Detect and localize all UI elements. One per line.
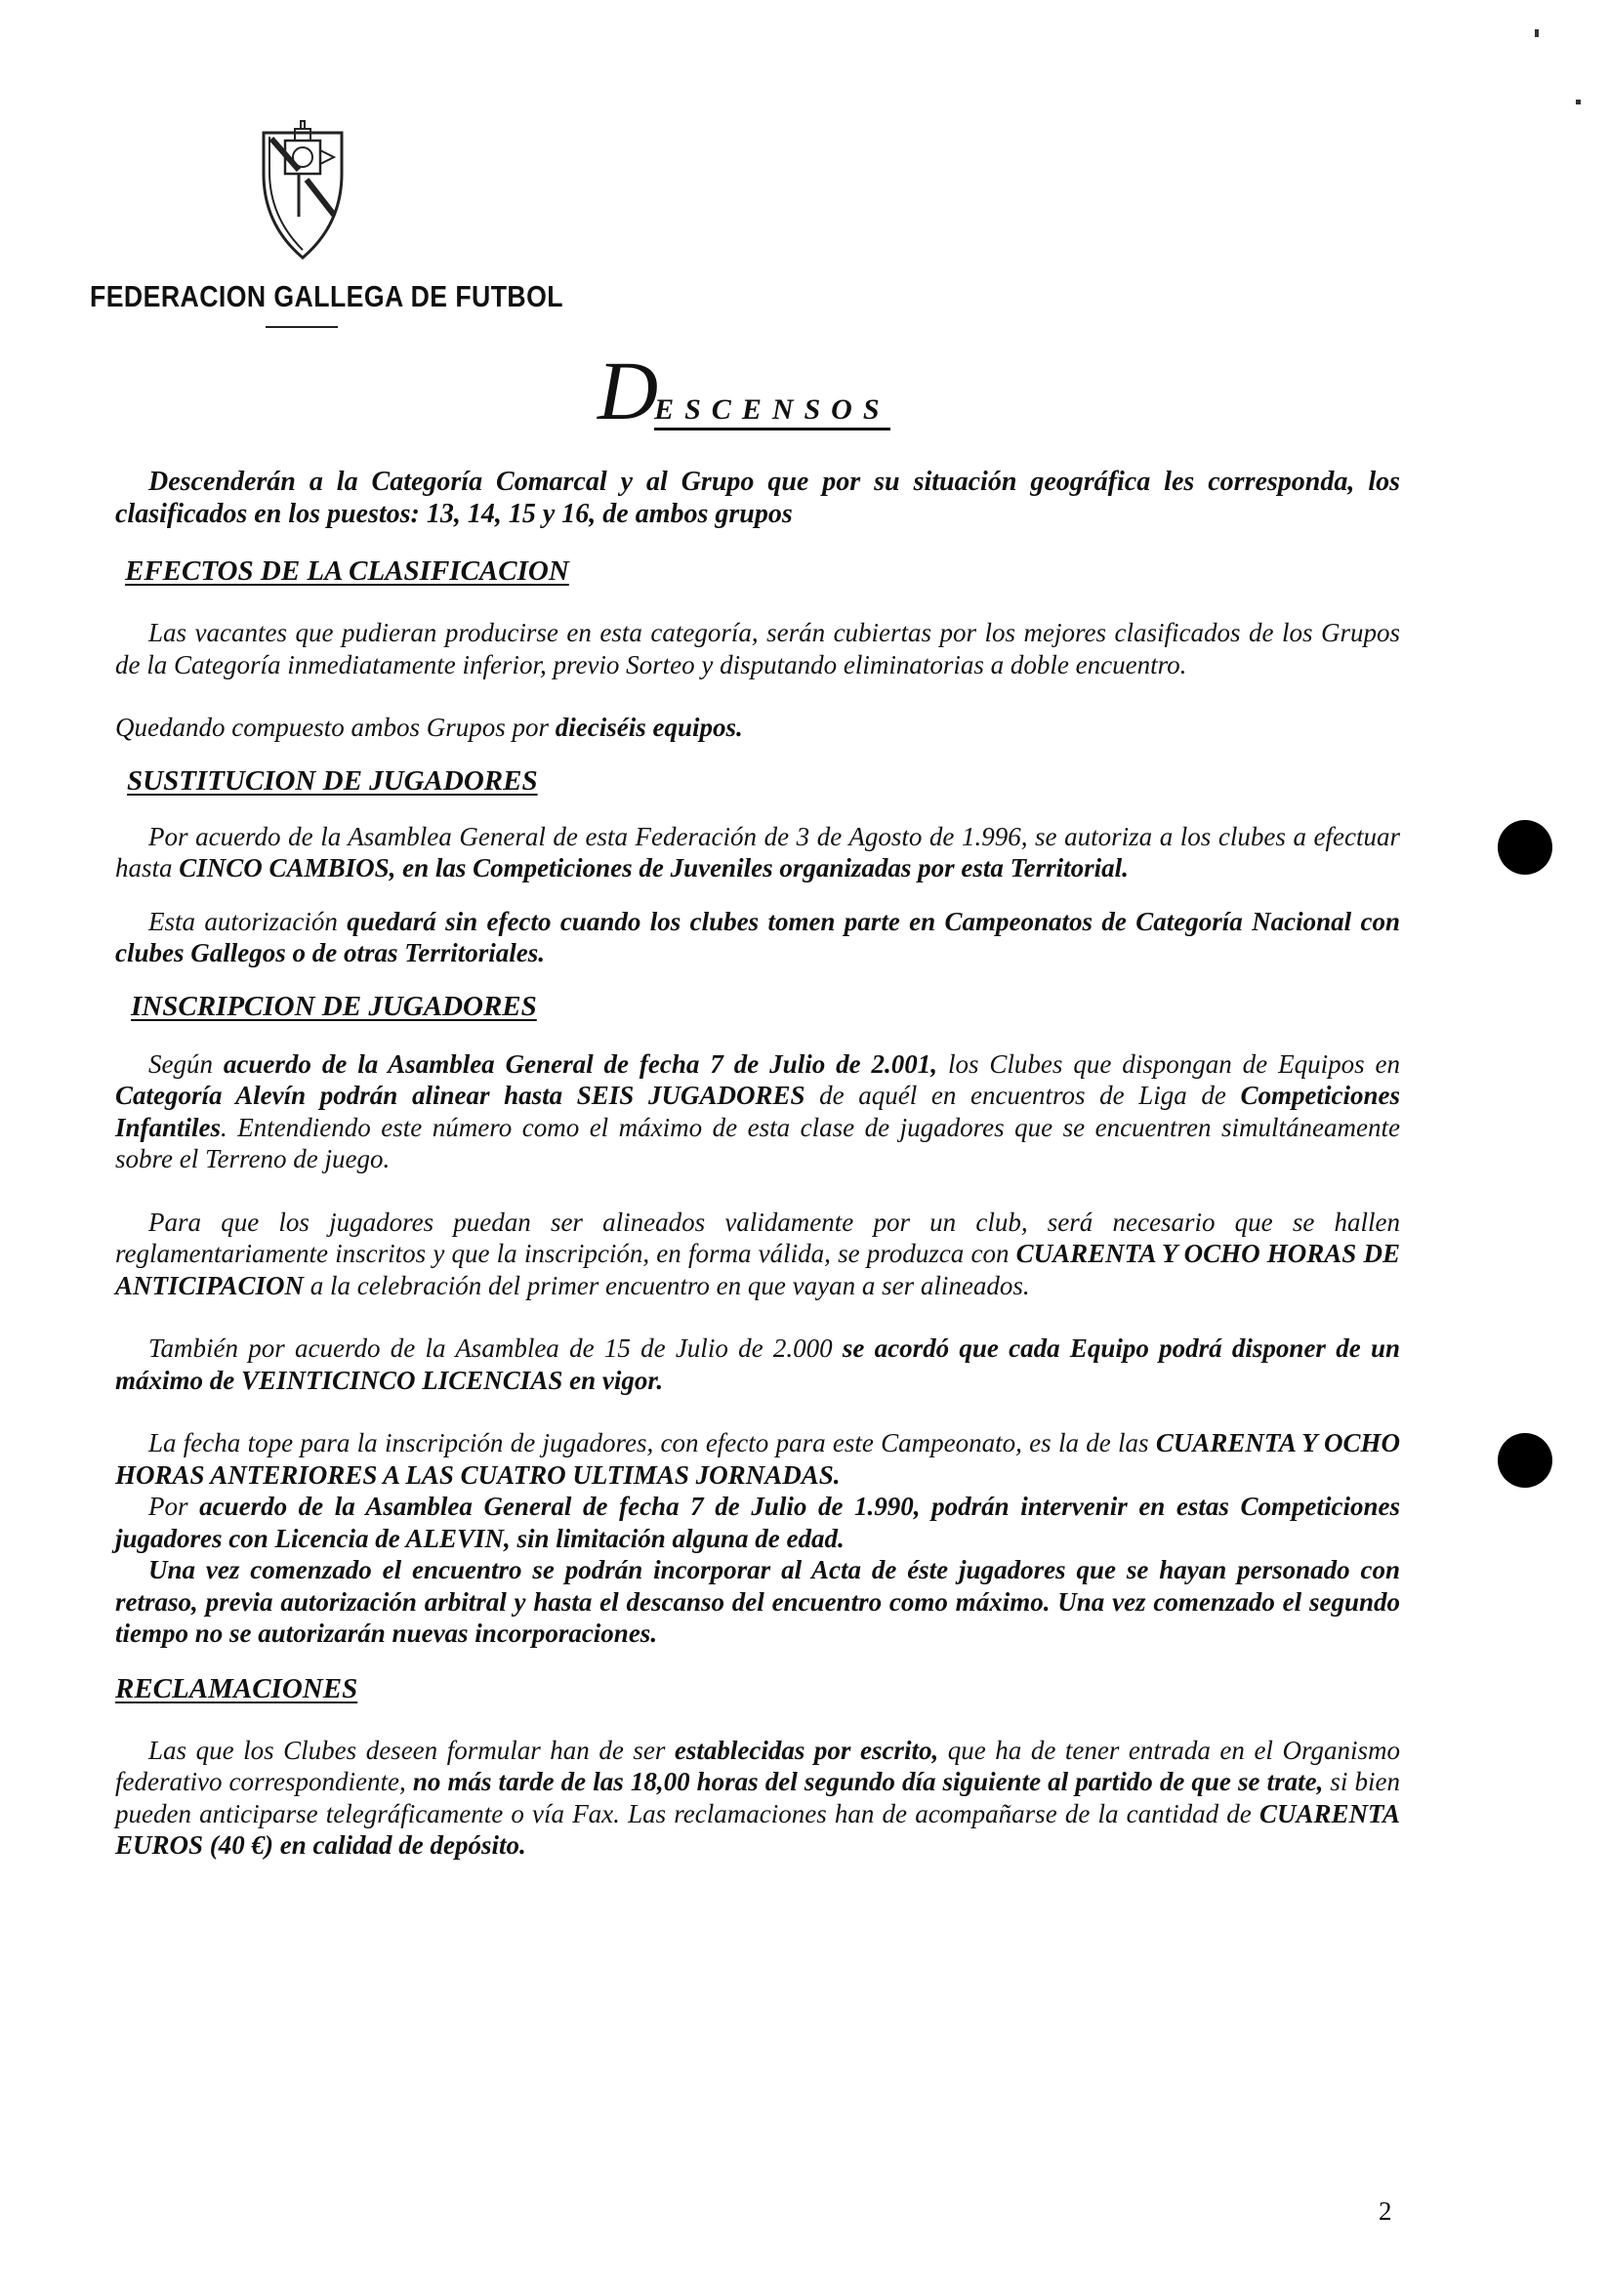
punch-hole-bottom [1498,1433,1552,1488]
inscripcion-paragraph-3: También por acuerdo de la Asamblea de 15 de Julio de 2.000 se acordó que cada Equipo podrá disponer de un máximo de VEINTICINCO LICENCIAS en vigor. [115,1333,1400,1395]
inscripcion-paragraph-5: Por acuerdo de la Asamblea General de fecha 7 de Julio de 1.990, podrán intervenir en estas Competiciones jugadores con Licencia de ALEVIN, sin limitación alguna de edad. [115,1492,1400,1553]
document-body [115,467,1400,1862]
page-number: 2 [1379,2196,1392,2226]
inscripcion-paragraph-2: Para que los jugadores puedan ser alineados validamente por un club, será necesario que se hallen reglamentariamente inscritos y que la inscripción, en forma válida, se produzca con CUARENTA Y OCHO HORAS DE ANTICIPACION a la celebración del primer encuentro en que vayan a ser alineados. [115,1207,1400,1300]
inscripcion-paragraph-1: Según acuerdo de la Asamblea General de fecha 7 de Julio de 2.001, los Clubes que dispongan de Equipos en Categoría Alevín podrán alinear hasta SEIS JUGADORES de aquél en encuentros de Liga de Competiciones Infantiles. Entendiendo este número como el máximo de esta clase de jugadores que se encuentren simultáneamente sobre el Terreno de juego. [115,1048,1401,1173]
heading-reclamaciones: RECLAMACIONES [115,1672,358,1704]
reclamaciones-paragraph: Las que los Clubes deseen formular han de ser establecidas por escrito, que ha de tener entrada en el Organismo federativo correspondiente, no más tarde de las 18,00 horas del segundo día siguiente al partido de que se trate, si bien pueden anticiparse telegráficamente o vía Fax. Las reclamaciones han de acompañarse de la cantidad de CUARENTA EUROS (40 €) en calidad de depósito. [115,1735,1401,1860]
heading-sustitucion: SUSTITUCION DE JUGADORES [127,764,538,797]
organization-name: FEDERACION GALLEGA DE FUTBOL [90,279,563,313]
page-title [598,342,890,439]
title-rest: ESCENSOS [654,393,889,430]
scan-speck [1576,100,1581,104]
header-divider [266,326,338,328]
sustitucion-paragraph-1: Por acuerdo de la Asamblea General de esta Federación de 3 de Agosto de 1.996, se autoriza a los clubes a efectuar hasta CINCO CAMBIOS, en las Competiciones de Juveniles organizadas por esta Territorial. [115,821,1400,882]
efectos-paragraph-2: Quedando compuesto ambos Grupos por dieciséis equipos. [115,713,743,742]
federation-crest-logo [256,115,350,262]
sustitucion-paragraph-2: Esta autorización quedará sin efecto cuando los clubes tomen parte en Campeonatos de Categoría Nacional con clubes Gallegos o de otras Territoriales. [115,906,1401,967]
efectos-paragraph-1: Las vacantes que pudieran producirse en esta categoría, serán cubiertas por los mejores clasificados de los Grupos de la Categoría inmediatamente inferior, previo Sorteo y disputando eliminatorias a doble encuentro. [115,618,1400,679]
scan-speck [1535,29,1539,37]
inscripcion-paragraph-6: Una vez comenzado el encuentro se podrán incorporar al Acta de éste jugadores que se hayan personado con retraso, previa autorización arbitral y hasta el descanso del encuentro como máximo. Una vez comenzado el segundo tiempo no se autorizarán nuevas incorporaciones. [115,1555,1400,1648]
heading-efectos: EFECTOS DE LA CLASIFICACION [125,555,569,587]
intro-paragraph: Descenderán a la Categoría Comarcal y al Grupo que por su situación geográfica les corresponda, los clasificados en los puestos: 13, 14, 15 y 16, de ambos grupos [115,467,1400,529]
inscripcion-paragraph-4: La fecha tope para la inscripción de jugadores, con efecto para este Campeonato, es la de las CUARENTA Y OCHO HORAS ANTERIORES A LAS CUATRO ULTIMAS JORNADAS. [115,1428,1400,1490]
punch-hole-top [1498,820,1552,875]
title-initial: D [598,344,659,437]
heading-inscripcion: INSCRIPCION DE JUGADORES [131,990,537,1022]
